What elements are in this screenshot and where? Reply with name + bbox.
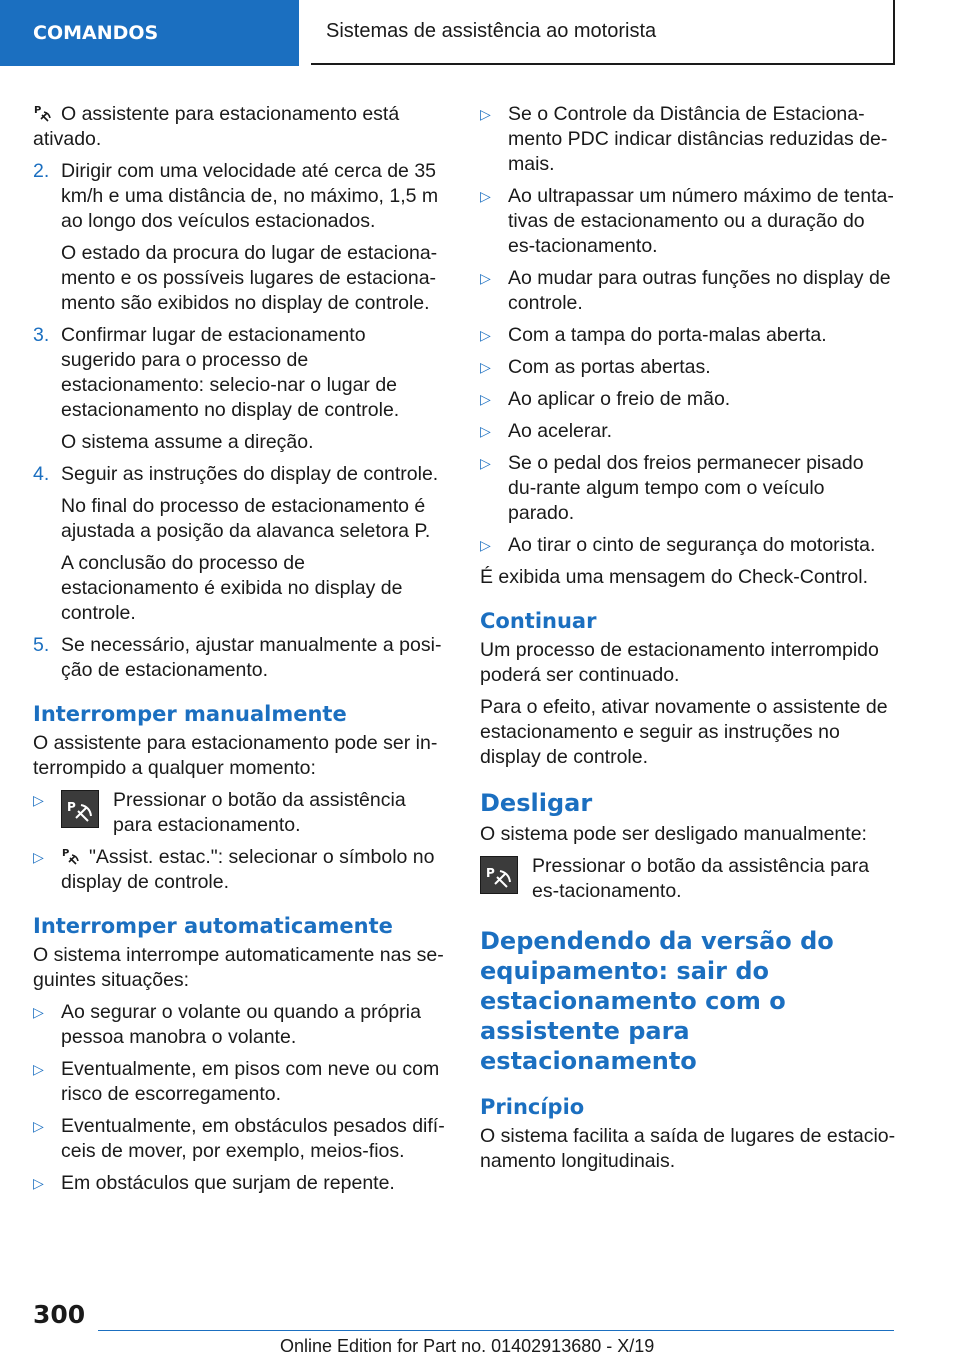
step-3: 3. Confirmar lugar de estacionamento sugerido para o processo de estacionamento: selecio-nar o lugar de estacionamento no display de controle. xyxy=(33,324,400,421)
triangle-right-icon: ▷ xyxy=(33,1118,44,1134)
step-4-note-2: A conclusão do processo de estacionamento é exibida no display de controle. xyxy=(61,552,403,624)
intro-paragraph: P O assistente para estacionamento está ativado. xyxy=(33,103,400,150)
list-item: ▷ P "Assist. estac.": selecionar o símbolo no display de controle. xyxy=(33,846,435,893)
page-title: Sistemas de assistência ao motorista xyxy=(326,20,657,42)
svg-text:P: P xyxy=(67,800,76,814)
right-column xyxy=(480,102,896,1181)
auto-intro: O sistema interrompe automaticamente nas se-guintes situações: xyxy=(33,944,444,991)
triangle-right-icon: ▷ xyxy=(33,849,44,865)
list-item: ▷ Se o Controle da Distância de Estaciona-mento PDC indicar distâncias reduzidas de-mais. xyxy=(480,103,888,175)
list-item: ▷ Com a tampa do porta-malas aberta. xyxy=(480,324,827,346)
section-heading: Dependendo da versão do equipamento: sair do estacionamento com o assistente para estacionamento xyxy=(480,927,834,1075)
section-tab xyxy=(0,0,299,66)
triangle-right-icon: ▷ xyxy=(33,1175,44,1191)
heading-auto: Interromper automaticamente xyxy=(33,914,393,938)
triangle-right-icon: ▷ xyxy=(480,188,491,204)
list-item: ▷ Com as portas abertas. xyxy=(480,356,711,378)
footer-edition: Online Edition for Part no. 01402913680 - X/19 xyxy=(280,1336,655,1356)
list-item: ▷ Se o pedal dos freios permanecer pisado du-rante algum tempo com o veículo parado. xyxy=(480,452,864,524)
svg-text:P: P xyxy=(486,866,495,880)
list-item: ▷ Ao acelerar. xyxy=(480,420,613,442)
continuar-paragraph-1: Um processo de estacionamento interrompido poderá ser continuado. xyxy=(480,639,879,686)
triangle-right-icon: ▷ xyxy=(33,1061,44,1077)
heading-manual: Interromper manualmente xyxy=(33,702,347,726)
list-item: ▷ Ao ultrapassar um número máximo de tenta-tivas de estacionamento ou a duração do es-tacionamento. xyxy=(480,185,894,257)
step-3-note: O sistema assume a direção. xyxy=(61,431,314,453)
step-2: 2. Dirigir com uma velocidade até cerca de 35 km/h e uma distância de, no máximo, 1,5 m ao longo dos veículos estacionados. xyxy=(33,160,439,232)
desligar-instruction: P Pressionar o botão da assistência para es-tacionamento. xyxy=(480,854,896,904)
continuar-paragraph-2: Para o efeito, ativar novamente o assistente de estacionamento e seguir as instruções no display de controle. xyxy=(480,696,888,768)
list-item: ▷ Eventualmente, em pisos com neve ou com risco de escorregamento. xyxy=(33,1058,440,1105)
principio-text: O sistema facilita a saída de lugares de estacio-namento longitudinais. xyxy=(480,1125,896,1172)
parking-assistant-button-icon xyxy=(480,856,518,894)
page-header xyxy=(311,0,895,65)
footer-divider xyxy=(98,1330,894,1331)
triangle-right-icon: ▷ xyxy=(480,423,491,439)
triangle-right-icon: ▷ xyxy=(33,792,44,808)
heading-desligar: Desligar xyxy=(480,789,593,817)
list-item: ▷ Ao segurar o volante ou quando a própria pessoa manobra o volante. xyxy=(33,1001,421,1048)
triangle-right-icon: ▷ xyxy=(480,106,491,122)
parking-assistant-button-icon xyxy=(61,790,99,828)
triangle-right-icon: ▷ xyxy=(33,1004,44,1020)
parking-assistant-icon xyxy=(33,103,53,123)
heading-principio: Princípio xyxy=(480,1095,585,1119)
triangle-right-icon: ▷ xyxy=(480,455,491,471)
triangle-right-icon: ▷ xyxy=(480,391,491,407)
list-item: ▷ Eventualmente, em obstáculos pesados difí-ceis de mover, por exemplo, meios-fios. xyxy=(33,1115,445,1162)
page-number: 300 xyxy=(33,1300,86,1329)
parking-assistant-icon xyxy=(61,846,81,866)
left-column xyxy=(33,102,445,1203)
desligar-intro: O sistema pode ser desligado manualmente: xyxy=(480,823,867,845)
section-label: COMANDOS xyxy=(33,22,159,44)
check-control-note: É exibida uma mensagem do Check-Control. xyxy=(480,566,869,588)
list-item: ▷ Em obstáculos que surjam de repente. xyxy=(33,1172,395,1194)
triangle-right-icon: ▷ xyxy=(480,537,491,553)
list-item: ▷ Ao tirar o cinto de segurança do motorista. xyxy=(480,534,876,556)
list-item: ▷ Ao aplicar o freio de mão. xyxy=(480,388,731,410)
step-4-note-1: No final do processo de estacionamento é ajustada a posição da alavanca seletora P. xyxy=(61,495,431,542)
list-item: ▷ P Pressionar o botão da assistência para estacionamento. xyxy=(33,789,406,836)
step-2-note: O estado da procura do lugar de estaciona-mento e os possíveis lugares de estaciona-mento são exibidos no display de controle. xyxy=(61,242,438,314)
step-4: 4. Seguir as instruções do display de controle. xyxy=(33,463,439,485)
svg-text:P: P xyxy=(34,105,42,116)
svg-text:P: P xyxy=(62,848,70,859)
triangle-right-icon: ▷ xyxy=(480,327,491,343)
step-5: 5. Se necessário, ajustar manualmente a posi-ção de estacionamento. xyxy=(33,634,442,681)
heading-continuar: Continuar xyxy=(480,609,597,633)
triangle-right-icon: ▷ xyxy=(480,359,491,375)
manual-intro: O assistente para estacionamento pode ser in-terrompido a qualquer momento: xyxy=(33,732,438,779)
list-item: ▷ Ao mudar para outras funções no display de controle. xyxy=(480,267,891,314)
triangle-right-icon: ▷ xyxy=(480,270,491,286)
